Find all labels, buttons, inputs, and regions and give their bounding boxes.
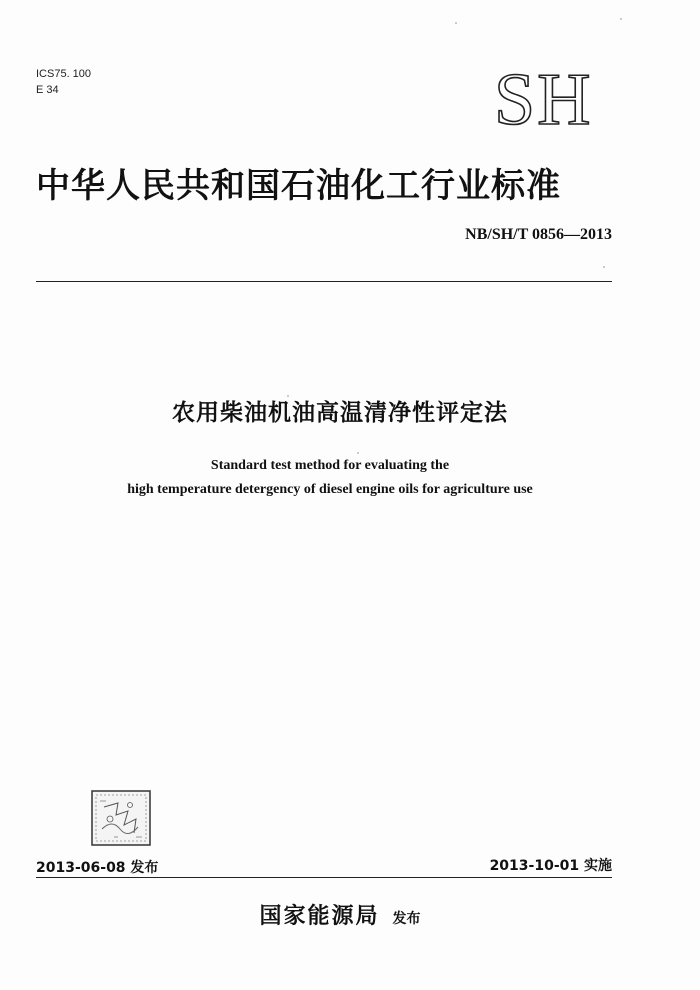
document-title-cn: 农用柴油机油高温清净性评定法 <box>172 400 508 426</box>
official-stamp <box>90 789 152 847</box>
sh-logo-text: SH <box>494 62 593 132</box>
scan-speck <box>455 22 457 24</box>
title-en-line-1: Standard test method for evaluating the <box>210 458 450 473</box>
document-title-en <box>0 454 660 502</box>
scan-speck <box>620 18 622 20</box>
ics-code: ICS75. 100 <box>36 68 92 80</box>
issuing-authority <box>0 899 680 930</box>
issuer-name: 国家能源局 <box>259 904 380 929</box>
title-en-line-2: high temperature detergency of diesel engine oils for agriculture use <box>127 482 533 497</box>
issuer-suffix: 发布 <box>392 911 421 927</box>
issue-date: 2013-06-08 发布 <box>36 860 159 876</box>
top-divider <box>36 281 612 282</box>
implementation-date: 2013-10-01 实施 <box>489 858 612 874</box>
bottom-divider <box>36 877 612 878</box>
category-code: E 34 <box>36 84 59 96</box>
classification-codes <box>36 66 91 98</box>
scan-speck <box>603 266 605 268</box>
sh-logo <box>494 62 612 132</box>
scan-speck <box>287 395 289 397</box>
standard-code: NB/SH/T 0856—2013 <box>465 226 612 243</box>
scan-speck <box>357 452 359 454</box>
standard-category-title: 中华人民共和国石油化工行业标准 <box>36 166 561 206</box>
